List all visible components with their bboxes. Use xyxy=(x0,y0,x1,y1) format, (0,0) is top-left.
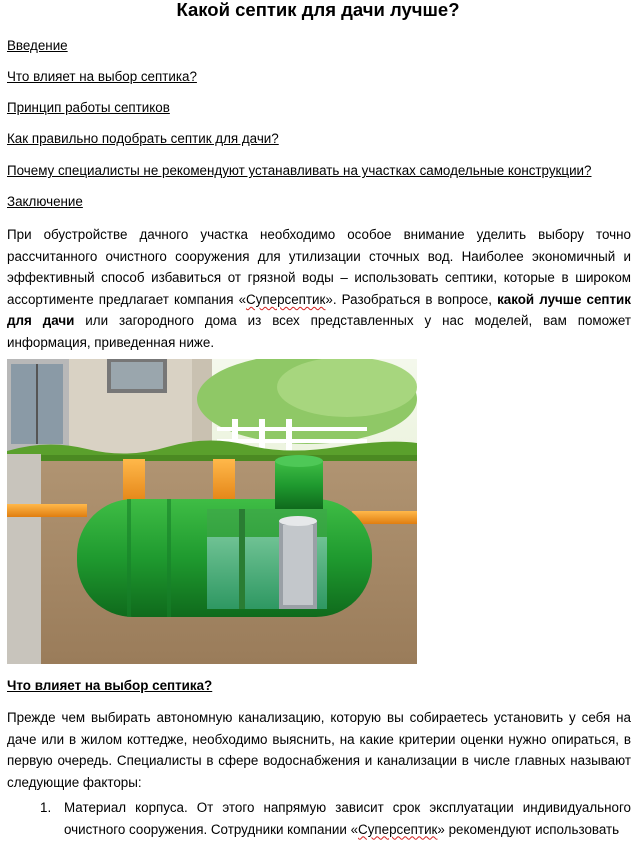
intro-paragraph: При обустройстве дачного участка необходимо особое внимание уделить выбору точно рассчитанного очистного сооружения для утилизации сточных вод. Наиболее экономичный и эффективный способ избавиться от грязной воды – использовать септики, которые в широком ассортименте предлагает компания «Суперсептик». Разобраться в вопросе, какой лучше септик для дачи или загородного дома из всех представленных у нас моделей, вам поможет информация, приведенная ниже. xyxy=(7,227,631,350)
toc-link-introduction[interactable]: Введение xyxy=(7,38,68,53)
toc-link-choice-factors[interactable]: Что влияет на выбор септика? xyxy=(7,69,197,84)
toc-link-homemade-warning[interactable]: Почему специалисты не рекомендуют устанавливать на участках самодельные конструкции? xyxy=(7,163,592,178)
section-heading: Что влияет на выбор септика? xyxy=(7,678,213,693)
brand-name: Суперсептик xyxy=(246,291,326,307)
list-item: 1. Материал корпуса. От этого напрямую зависит срок эксплуатации индивидуального очистного сооружения. Сотрудники компании «Суперсептик» рекомендуют использовать xyxy=(40,797,631,840)
keyword-bold: какой лучше септик для дачи xyxy=(7,291,631,329)
toc-link-conclusion[interactable]: Заключение xyxy=(7,194,83,209)
brand-name: Суперсептик xyxy=(358,821,438,837)
septic-tank-illustration xyxy=(7,359,417,664)
section-paragraph: Прежде чем выбирать автономную канализацию, которую вы собираетесь установить у себя на даче или в жилом коттедже, необходимо выяснить, на какие критерии оценки нужно опираться, в первую очередь. Специалисты в сфере водоснабжения и канализации в числе главных называют следующие факторы: xyxy=(7,710,631,790)
toc-link-working-principle[interactable]: Принцип работы септиков xyxy=(7,100,170,115)
toc-link-how-to-choose[interactable]: Как правильно подобрать септик для дачи? xyxy=(7,131,279,146)
list-item-number: 1. xyxy=(40,800,52,815)
page-title: Какой септик для дачи лучше? xyxy=(176,0,460,20)
